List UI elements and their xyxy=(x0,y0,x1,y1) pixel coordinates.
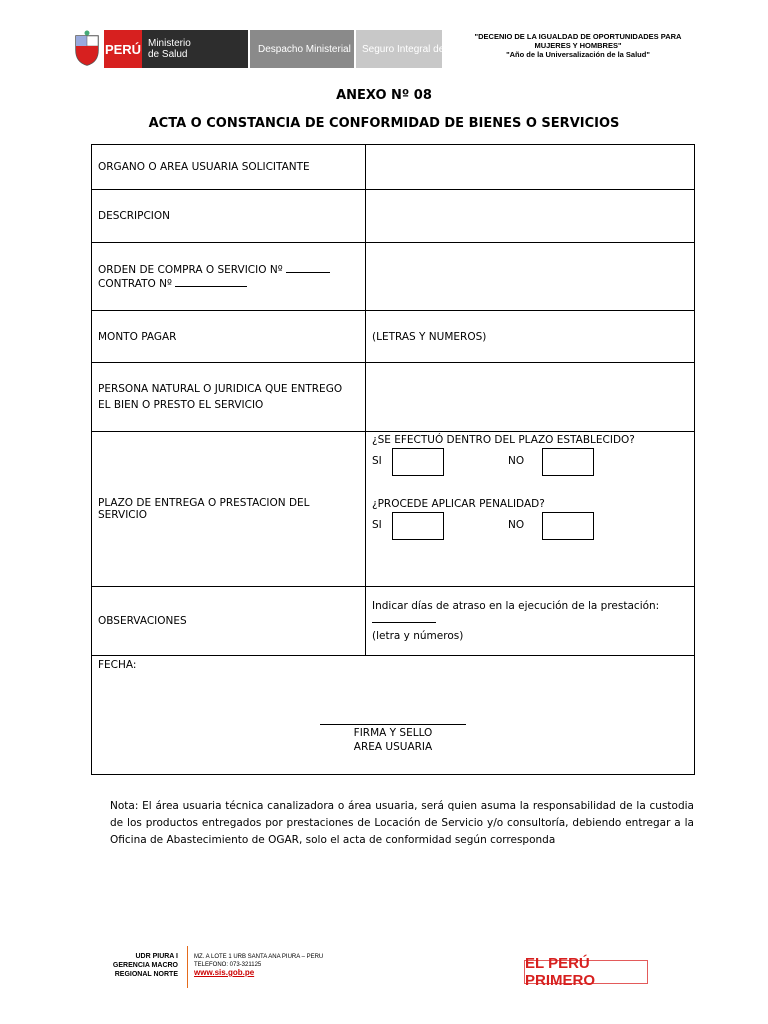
penalidad-no-checkbox[interactable] xyxy=(542,512,594,540)
table-row xyxy=(92,311,695,363)
question-penalidad: ¿PROCEDE APLICAR PENALIDAD? xyxy=(372,498,545,510)
footer-phone: TELEFONO: 073-321125 xyxy=(194,962,262,968)
plazo-no-checkbox[interactable] xyxy=(542,448,594,476)
plazo-answer xyxy=(372,446,688,476)
observaciones-label: OBSERVACIONES xyxy=(92,587,366,656)
orden-line1: ORDEN DE COMPRA O SERVICIO Nº xyxy=(98,263,283,276)
ministerio-line2: de Salud xyxy=(148,49,188,60)
persona-label xyxy=(92,363,366,432)
table-row xyxy=(92,243,695,311)
descripcion-label: DESCRIPCION xyxy=(92,190,366,243)
document-title: ACTA O CONSTANCIA DE CONFORMIDAD DE BIENES O SERVICIOS xyxy=(148,116,620,131)
seguro-logo xyxy=(356,30,460,68)
orden-field[interactable] xyxy=(366,243,695,311)
despacho-logo xyxy=(250,30,354,68)
plazo-si-checkbox[interactable] xyxy=(392,448,444,476)
decenio-line3: "Año de la Universalización de la Salud" xyxy=(506,50,650,59)
contrato-line: CONTRATO Nº xyxy=(98,277,172,290)
descripcion-field[interactable] xyxy=(366,190,695,243)
monto-label: MONTO PAGAR xyxy=(92,311,366,363)
footer-separator xyxy=(187,946,188,988)
peru-logo xyxy=(104,30,142,68)
ministerio-logo xyxy=(142,30,248,68)
organo-field[interactable] xyxy=(366,145,695,190)
observaciones-field[interactable] xyxy=(366,587,695,656)
firma-label: FIRMA Y SELLO xyxy=(353,727,433,739)
contrato-blank xyxy=(175,286,247,287)
despacho-text: Despacho Ministerial xyxy=(258,43,351,55)
footer-address: MZ. A LOTE 1 URB SANTA ANA PIURA – PERU xyxy=(194,954,324,960)
plazo-field xyxy=(366,432,695,587)
orden-label xyxy=(92,243,366,311)
footer-left-line3: REGIONAL NORTE xyxy=(114,971,178,978)
footer-office xyxy=(96,952,178,979)
ministerio-line1: Ministerio xyxy=(148,38,191,49)
conformity-form-table xyxy=(91,144,695,775)
decenio-line2: MUJERES Y HOMBRES" xyxy=(534,41,622,50)
signature-line xyxy=(320,724,466,725)
seguro-text: Seguro Integral de Sa xyxy=(362,43,460,55)
decenio-line1: "DECENIO DE LA IGUALDAD DE OPORTUNIDADES PARA xyxy=(474,32,682,41)
persona-field[interactable] xyxy=(366,363,695,432)
monto-field[interactable]: (LETRAS Y NUMEROS) xyxy=(366,311,695,363)
organo-label: ORGANO O AREA USUARIA SOLICITANTE xyxy=(92,145,366,190)
fecha-cell xyxy=(92,656,695,775)
peru-primero-text: EL PERÚ PRIMERO xyxy=(525,955,596,989)
observaciones-line3: (letra y números) xyxy=(372,630,464,642)
area-usuaria-label: AREA USUARIA xyxy=(353,741,433,753)
dias-blank xyxy=(372,622,436,623)
note-paragraph: Nota: El área usuaria técnica canalizadora o área usuaria, será quien asuma la responsabilidad de la custodia de los productos entregados por prestaciones de Locación de Servicio y/o consultoría, debiendo entregar a la Oficina de Abastecimiento de OGAR, solo el acta de conformidad según corresponda xyxy=(110,800,694,846)
si-label: SI xyxy=(372,455,382,467)
persona-line2: EL BIEN O PRESTO EL SERVICIO xyxy=(98,399,264,411)
question-plazo: ¿SE EFECTUÓ DENTRO DEL PLAZO ESTABLECIDO? xyxy=(372,434,635,446)
table-row xyxy=(92,190,695,243)
table-row xyxy=(92,145,695,190)
table-row xyxy=(92,656,695,775)
observaciones-line1: Indicar días de atraso en la ejecución de la prestación: xyxy=(372,600,660,612)
anexo-heading: ANEXO Nº 08 xyxy=(336,88,432,103)
firma-block xyxy=(318,724,468,753)
orden-blank xyxy=(286,272,330,273)
peru-primero-logo xyxy=(524,955,648,989)
penalidad-si-checkbox[interactable] xyxy=(392,512,444,540)
penalidad-answer xyxy=(372,510,688,540)
fecha-label: FECHA: xyxy=(98,659,137,671)
persona-line1: PERSONA NATURAL O JURIDICA QUE ENTREGO xyxy=(98,383,343,395)
table-row xyxy=(92,587,695,656)
no-label: NO xyxy=(508,455,525,467)
peru-text: PERÚ xyxy=(104,41,142,57)
coat-of-arms-icon xyxy=(72,30,102,66)
si-label: SI xyxy=(372,519,382,531)
footer-left-line2: GERENCIA MACRO xyxy=(112,962,178,969)
table-row xyxy=(92,432,695,587)
table-row xyxy=(92,363,695,432)
decenio-text xyxy=(458,32,698,59)
no-label: NO xyxy=(508,519,525,531)
footer-contact xyxy=(194,953,394,978)
plazo-label: PLAZO DE ENTREGA O PRESTACION DEL SERVICIO xyxy=(92,432,366,587)
footer-left-line1: UDR PIURA I xyxy=(135,953,178,960)
footer-website-link[interactable]: www.sis.gob.pe xyxy=(194,968,255,977)
